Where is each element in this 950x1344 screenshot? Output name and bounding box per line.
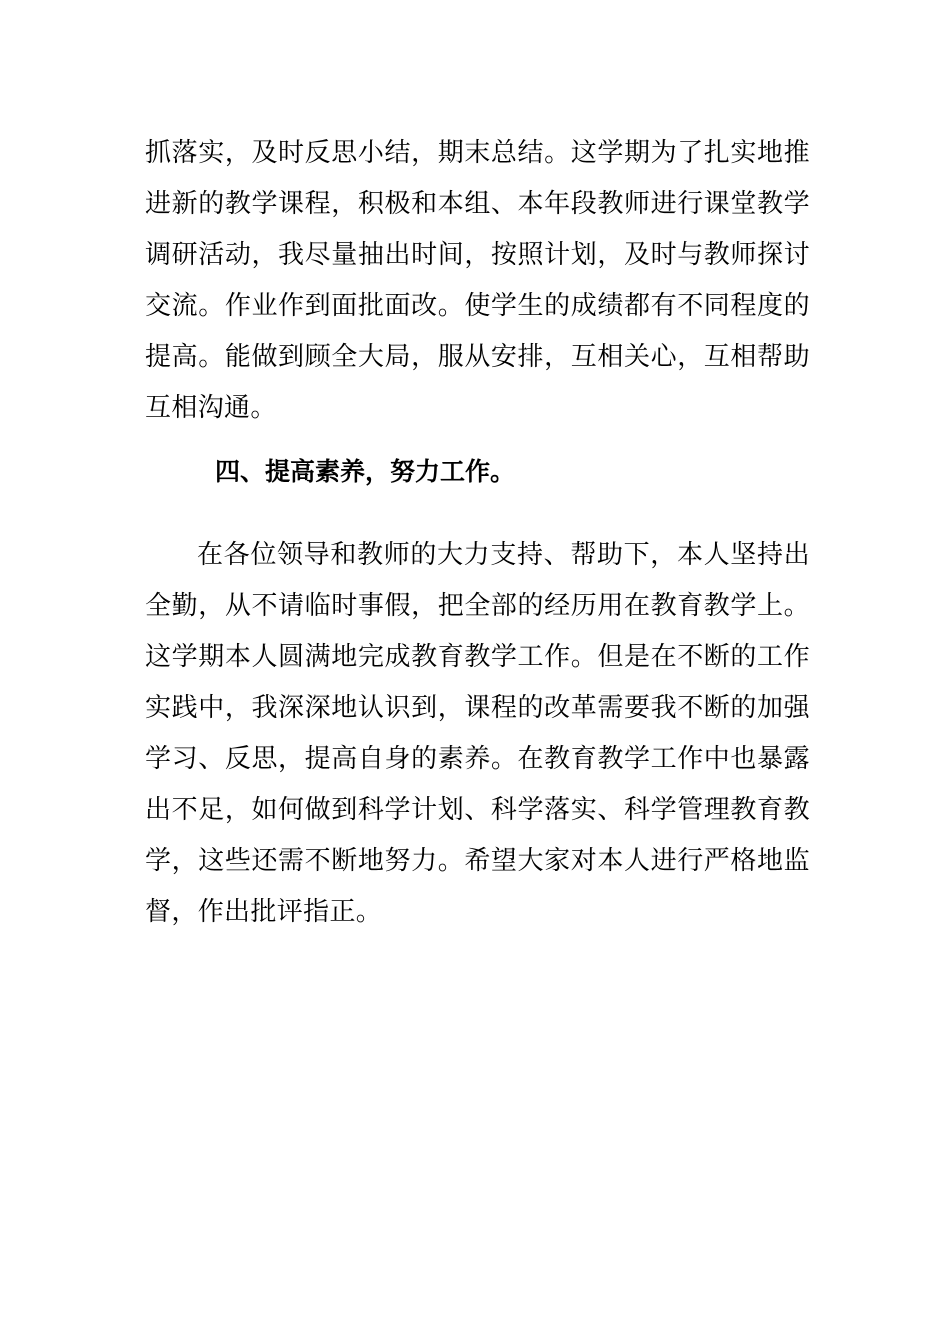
paragraph-line: 抓落实，及时反思小结，期末总结。这学期为了扎实地推 [145, 138, 810, 168]
paragraph-line: 互相沟通。 [145, 393, 277, 423]
paragraph-line: 全勤，从不请临时事假，把全部的经历用在教育教学上。 [145, 591, 810, 621]
paragraph-line: 调研活动，我尽量抽出时间，按照计划，及时与教师探讨 [145, 240, 810, 270]
paragraph-line: 实践中，我深深地认识到，课程的改革需要我不断的加强 [145, 693, 810, 723]
paragraph-line: 提高。能做到顾全大局，服从安排，互相关心，互相帮助 [145, 342, 810, 372]
paragraph-line: 进新的教学课程，积极和本组、本年段教师进行课堂教学 [145, 189, 810, 219]
section-heading: 四、提高素养，努力工作。 [215, 457, 516, 486]
paragraph-line: 这学期本人圆满地完成教育教学工作。但是在不断的工作 [145, 642, 810, 672]
paragraph-line: 学，这些还需不断地努力。希望大家对本人进行严格地监 [145, 846, 810, 876]
paragraph-1 [145, 128, 810, 434]
paragraph-2 [145, 530, 810, 938]
paragraph-line: 在各位领导和教师的大力支持、帮助下，本人坚持出 [197, 540, 810, 570]
paragraph-line: 交流。作业作到面批面改。使学生的成绩都有不同程度的 [145, 291, 810, 321]
paragraph-line: 学习、反思，提高自身的素养。在教育教学工作中也暴露 [145, 744, 810, 774]
paragraph-line: 督，作出批评指正。 [145, 897, 383, 927]
paragraph-line: 出不足，如何做到科学计划、科学落实、科学管理教育教 [145, 795, 810, 825]
